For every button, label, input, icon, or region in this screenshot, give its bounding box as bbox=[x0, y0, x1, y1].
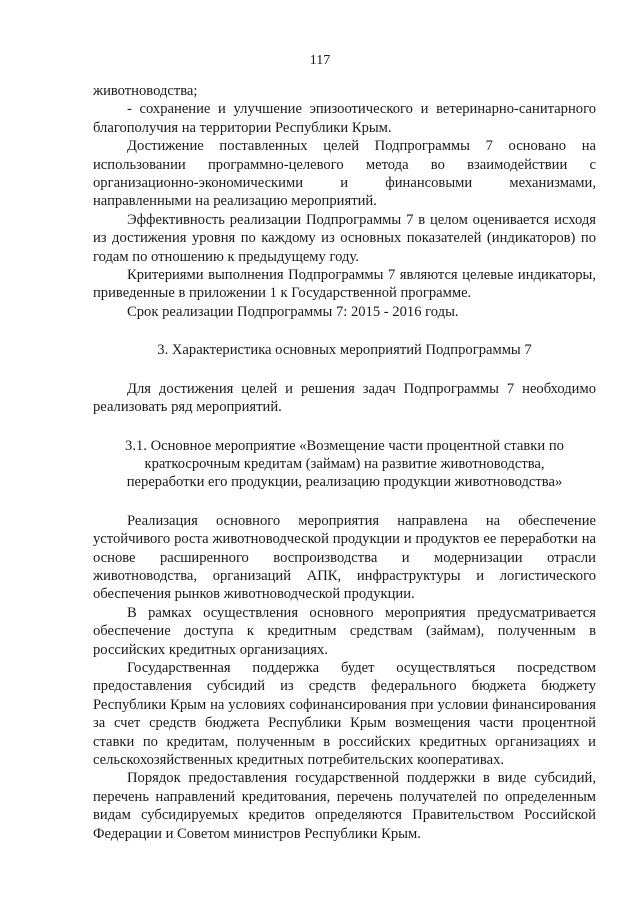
paragraph: Эффективность реализации Подпрограммы 7 в целом оценивается исходя из достижения уровня по каждому из основных показателей (индикаторов) по годам по отношению к предыдущему году. bbox=[93, 211, 596, 265]
paragraph: Порядок предоставления государственной поддержки в виде субсидий, перечень направлений кредитования, перечень получателей по определенным видам субсидируемых кредитов определяются Правительством Российской Федерации и Советом министров Республики Крым. bbox=[93, 770, 596, 842]
paragraph: животноводства; bbox=[93, 83, 198, 99]
paragraph: - сохранение и улучшение эпизоотического и ветеринарно-санитарного благополучия на территории Республики Крым. bbox=[93, 101, 596, 136]
paragraph: Срок реализации Подпрограммы 7: 2015 - 2016 годы. bbox=[127, 303, 459, 320]
page-number: 117 bbox=[309, 53, 331, 68]
paragraph: Достижение поставленных целей Подпрограммы 7 основано на использовании программно-целевого метода во взаимодействии с организационно-экономическими и финансовыми механизмами, направленными на реализацию мероприятий. bbox=[93, 138, 596, 210]
paragraph: В рамках осуществления основного мероприятия предусматривается обеспечение доступа к кредитным средствам (займам), полученным в российских кредитных организациях. bbox=[93, 604, 596, 658]
paragraph: Государственная поддержка будет осуществляться посредством предоставления субсидий из средств федерального бюджета бюджету Республики Крым на условиях софинансирования при условии финансирования за счет средств бюджета Республики Крым возмещения части процентной ставки по кредитам, полученным в российских кредитных организациях и сельскохозяйственных кредитных потребительских кооперативах. bbox=[93, 659, 596, 768]
subsection-heading: 3.1. Основное мероприятие «Возмещение части процентной ставки по краткосрочным кредитам (займам) на развитие животноводства, переработки его продукции, реализацию продукции животноводства» bbox=[125, 437, 564, 491]
paragraph: Критериями выполнения Подпрограммы 7 являются целевые индикаторы, приведенные в приложении 1 к Государственной программе. bbox=[93, 267, 596, 302]
section-heading: 3. Характеристика основных мероприятий Подпрограммы 7 bbox=[157, 342, 532, 359]
paragraph: Реализация основного мероприятия направлена на обеспечение устойчивого роста животноводческой продукции и продуктов ее переработки на основе расширенного воспроизводства и модернизации отрасли животноводства, организаций АПК, инфраструктуры и логистического обеспечения рынков животноводческой продукции. bbox=[93, 512, 596, 603]
paragraph: Для достижения целей и решения задач Подпрограммы 7 необходимо реализовать ряд мероприятий. bbox=[93, 380, 596, 416]
document-body bbox=[93, 82, 596, 843]
